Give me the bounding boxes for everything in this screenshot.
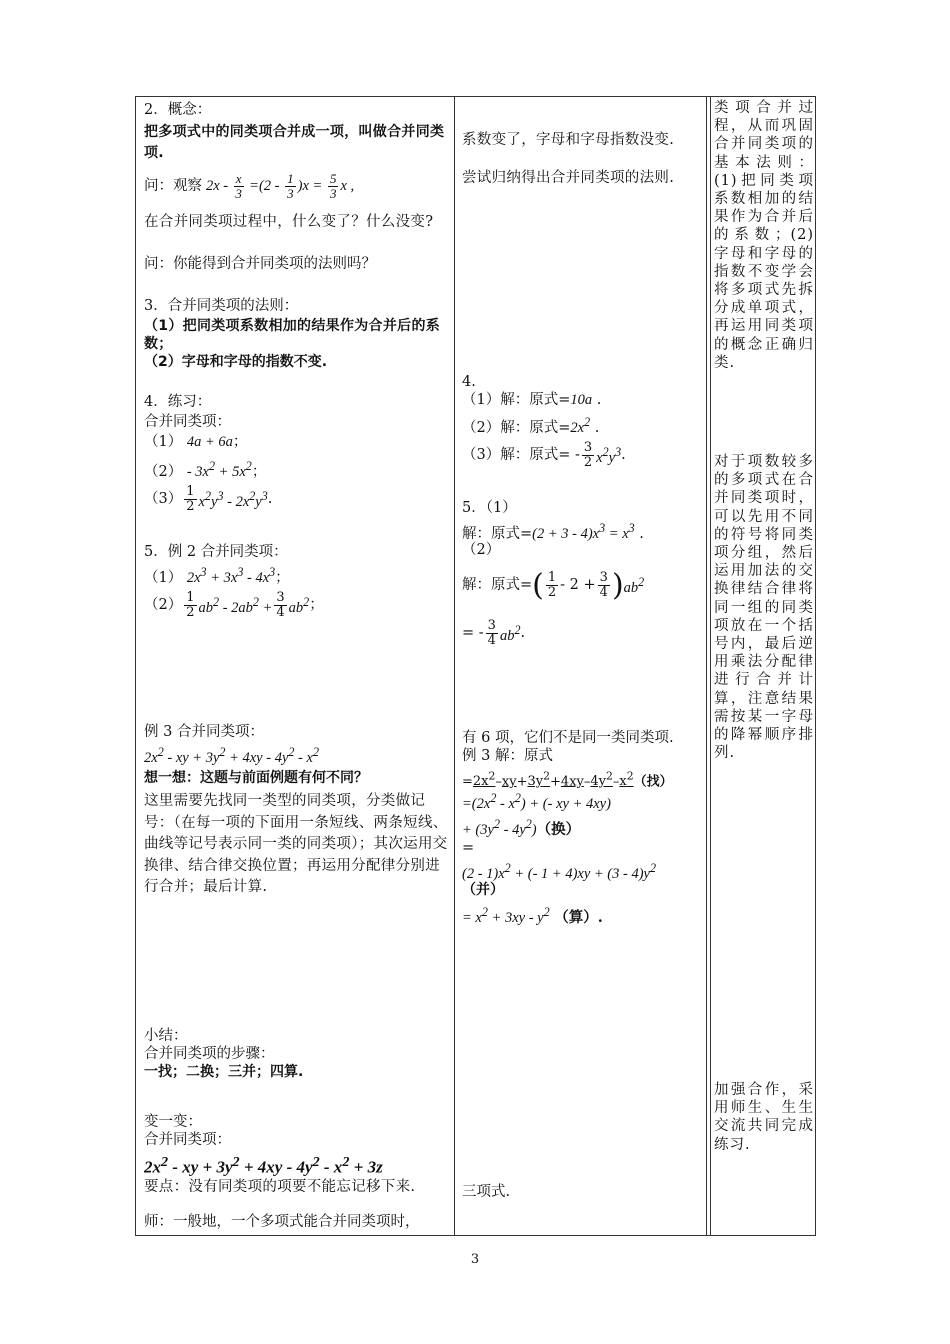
page-number: 3	[470, 1252, 480, 1267]
answer4-item-1: （1）解：原式=10a .	[462, 392, 602, 408]
design-intent-column	[714, 97, 814, 1235]
observe-label: 问：观察	[144, 177, 202, 194]
answer4-item-2: （2）解：原式$=2x^2$ .	[462, 415, 600, 436]
six-terms-note: 有 6 项，它们不是同一类同类项.	[462, 730, 674, 746]
practice-heading: 4．练习：	[144, 394, 212, 410]
variant-expression: $2x^2$ - xy + $3y^2 + 4xy - 4y^2 - x^2 + 3z$	[144, 1154, 383, 1177]
rule-heading: 3．合并同类项的法则：	[144, 298, 299, 314]
design-note-1: 类项合并过程，从而巩固合并同类项的基本法则：(1)把同类项系数相加的结果作为合并后的系数；(2)字母和字母的指数不变学会将多项式先拆分成单项式，再运用同类项的概念正确归类.	[714, 100, 814, 371]
teaching-content-column	[144, 97, 450, 1235]
practice-item-2: $(2) - 3x^2 + 5x^2$；	[144, 459, 267, 480]
lesson-table	[135, 96, 816, 1236]
practice-item-1: （1） 4a + 6a；	[144, 434, 248, 450]
summary-steps: 一找；二换；三并；四算.	[144, 1064, 304, 1080]
step-merge: $(2 - 1)x^2$ + (- $1 + 4)xy + (3 - 4)y^2$	[462, 861, 657, 882]
summary-intro: 合并同类项的步骤：	[144, 1046, 275, 1062]
answer5-heading: 5．（1）	[462, 500, 517, 516]
coefficient-change: 系数变了，字母和字母指数没变.	[462, 132, 675, 148]
answer4-heading: 4.	[462, 374, 476, 390]
example2-item-1: （1） $2x^3 + 3x^3 - 4x^3$；	[144, 565, 290, 586]
example3-heading: 例 3 合并同类项：	[144, 724, 264, 740]
observe-question	[144, 169, 450, 203]
answer5-item-2-label: （2）	[462, 542, 501, 558]
answer5-item-1: 解：原式$=(2 + 3 - 4)x^3 = x^3$ .	[462, 521, 644, 542]
teacher-remark: 师：一般地，一个多项式能合并同类项时，	[144, 1214, 420, 1230]
step-find: $=2x^2-xy+3y^2+4xy-4y^2-x^2$（找）	[462, 770, 673, 790]
column-divider	[454, 97, 455, 1235]
step-merge-tag: （并）	[462, 882, 504, 898]
change-question: 在合并同类项过程中，什么变了？什么没变?	[144, 214, 434, 230]
rule-item-2: （2）字母和字母的指数不变.	[144, 354, 328, 370]
answer4-item-3: （3）解：原式= - $\frac{3}{2}$ $x^2y^3$ .	[462, 439, 626, 470]
answer5-item-2-result: = - $\frac{3}{4}$ $ab^2$ .	[462, 617, 526, 648]
step-swap-b: + $(3y^2 - 4y^2)$（换）	[462, 817, 581, 838]
step-calc: = $x^2 + 3xy - y^2$ （算）.	[462, 905, 603, 926]
key-point: 要点：没有同类项的项要不能忘记移下来.	[144, 1179, 416, 1195]
concept-heading: 2．概念：	[144, 102, 212, 118]
example2-item-2: （2） $\frac{1}{2}$ $ab^2 - 2ab^2$ + $\frac{3}{4}$ $ab^2$ ；	[144, 589, 324, 620]
step-swap-a: $=(2x^2 - x^2)$ + (- xy + 4xy)	[462, 791, 611, 812]
example3-expression: $2x^2$ - xy + $3y^2 + 4xy - 4y^2 - x^2$	[144, 745, 319, 766]
observe-expression: 2x - $\frac{x}{3}$ =(2 - $\frac{1}{3}$ )x = $\frac{5}{3}$ x ,	[206, 170, 355, 201]
try-rule: 尝试归纳得出合并同类项的法则.	[462, 170, 675, 186]
student-activity-column	[462, 97, 702, 1235]
variant-heading: 变一变：	[144, 1114, 202, 1130]
example2-heading: 5．例 2 合并同类项：	[144, 544, 288, 560]
example3-solution-heading: 例 3 解：原式	[462, 748, 553, 764]
trinomial-note: 三项式.	[462, 1184, 511, 1200]
column-divider-double	[706, 97, 711, 1235]
think-explanation: 这里需要先找同一类型的同类项，分类做记号：（在每一项的下面用一条短线、两条短线、曲线等记号表示同一类的同类项）；其次运用交换律、结合律交换位置；再运用分配律分别进行合并；最后计算.	[144, 793, 448, 895]
step-equals: =	[462, 840, 475, 856]
concept-definition: 把多项式中的同类项合并成一项，叫做合并同类项.	[144, 124, 445, 161]
variant-intro: 合并同类项：	[144, 1132, 231, 1148]
rule-question: 问：你能得到合并同类项的法则吗？	[144, 256, 376, 272]
answer5-item-2: 解：原式= ( $\frac{1}{2}$ - 2 + $\frac{3}{4}$ ) $ab^2$	[462, 567, 645, 603]
summary-heading: 小结：	[144, 1028, 188, 1044]
practice-item-3: （3） $\frac{1}{2}$ $x^2y^3 - 2x^2y^3$ .	[144, 483, 273, 514]
design-note-3: 加强合作，采用师生、生生交流共同完成练习.	[714, 1082, 814, 1153]
design-note-2: 对于项数较多的多项式在合并同类项时，可以先用不同的符号将同类项分组，然后运用加法的交换律结合律将同一组的同类项放在一个括号内，最后逆用乘法分配律进行合并计算，注意结果需按某一字母的降幂顺序排列.	[714, 454, 814, 762]
rule-item-1: （1）把同类项系数相加的结果作为合并后的系数；	[144, 318, 441, 352]
think-prompt: 想一想：这题与前面例题有何不同？	[144, 770, 368, 786]
practice-intro: 合并同类项：	[144, 414, 231, 430]
